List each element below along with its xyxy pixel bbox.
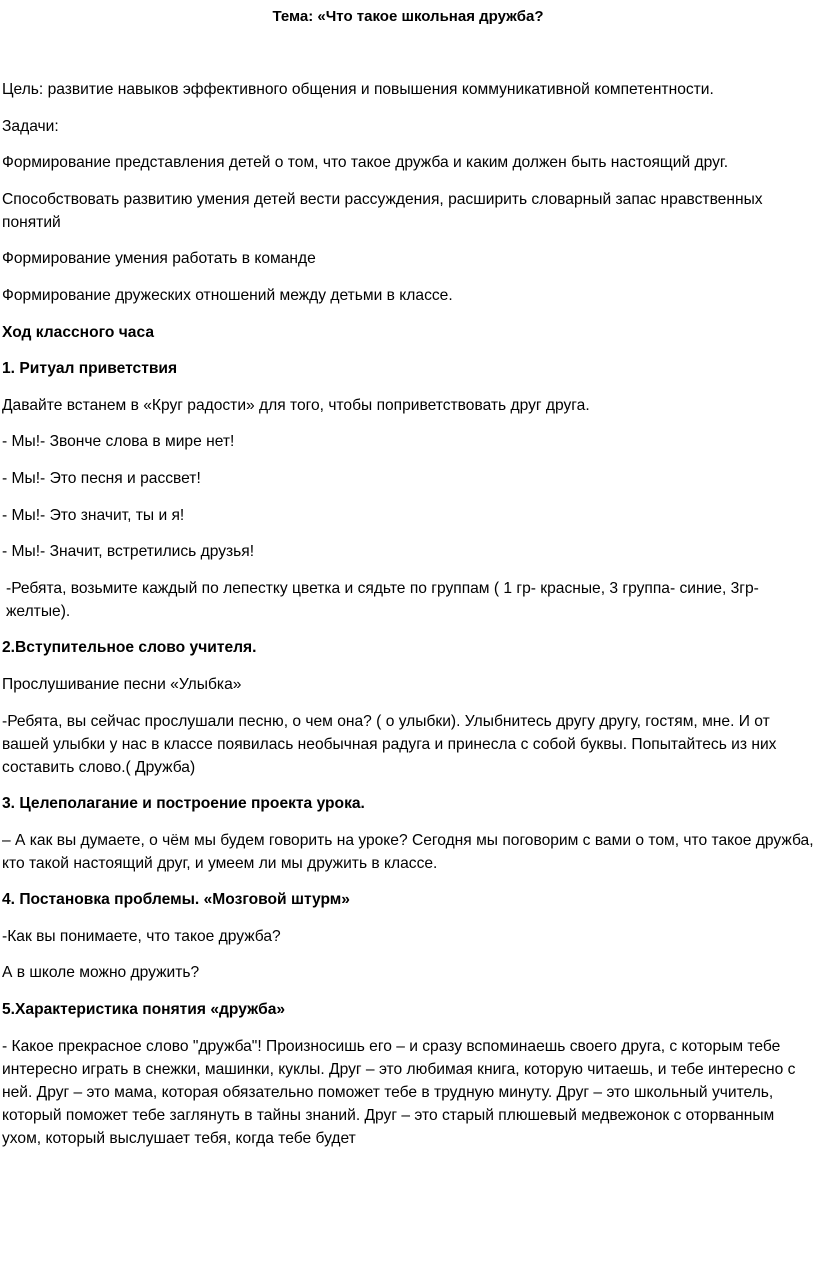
paragraph: -Как вы понимаете, что такое дружба? bbox=[2, 927, 281, 945]
document-body bbox=[2, 78, 814, 1163]
paragraph: - Мы!- Это песня и рассвет! bbox=[2, 469, 201, 487]
paragraph: Прослушивание песни «Улыбка» bbox=[2, 675, 242, 693]
section-heading: 3. Целеполагание и построение проекта урока. bbox=[2, 795, 365, 813]
paragraph: Способствовать развитию умения детей вести рассуждения, расширить словарный запас нравственных понятий bbox=[2, 190, 763, 231]
paragraph: - Мы!- Значит, встретились друзья! bbox=[2, 543, 255, 561]
paragraph: - Мы!- Звонче слова в мире нет! bbox=[2, 433, 235, 451]
paragraph: Давайте встанем в «Круг радости» для того, чтобы поприветствовать друг друга. bbox=[2, 396, 590, 414]
paragraph: -Ребята, вы сейчас прослушали песню, о чем она? ( о улыбки). Улыбнитесь другу другу, гостям, мне. И от вашей улыбки у нас в классе появилась необычная радуга и принесла с собой буквы. Попытайтесь из них составить слово.( Дружба) bbox=[2, 712, 777, 776]
document-title: Тема: «Что такое школьная дружба? bbox=[272, 8, 544, 25]
paragraph: Формирование представления детей о том, что такое дружба и каким должен быть настоящий друг. bbox=[2, 154, 729, 172]
section-heading: Ход классного часа bbox=[2, 323, 155, 341]
paragraph: Формирование дружеских отношений между детьми в классе. bbox=[2, 286, 453, 304]
section-heading: 2.Вступительное слово учителя. bbox=[2, 639, 257, 657]
section-heading: 5.Характеристика понятия «дружба» bbox=[2, 1001, 286, 1019]
paragraph: Задачи: bbox=[2, 117, 59, 135]
section-heading: 1. Ритуал приветствия bbox=[2, 360, 178, 378]
paragraph: Формирование умения работать в команде bbox=[2, 250, 316, 268]
paragraph: Цель: развитие навыков эффективного общения и повышения коммуникативной компетентности. bbox=[2, 81, 714, 98]
paragraph: -Ребята, возьмите каждый по лепестку цветка и сядьте по группам ( 1 гр- красные, 3 группа- синие, 3гр- желтые). bbox=[6, 579, 759, 620]
paragraph: – А как вы думаете, о чём мы будем говорить на уроке? Сегодня мы поговорим с вами о том, что такое дружба, кто такой настоящий друг, и умеем ли мы дружить в классе. bbox=[2, 831, 814, 872]
paragraph: - Мы!- Это значит, ты и я! bbox=[2, 506, 185, 524]
section-heading: 4. Постановка проблемы. «Мозговой штурм» bbox=[2, 891, 350, 909]
paragraph: - Какое прекрасное слово "дружба"! Произносишь его – и сразу вспоминаешь своего друга, с которым тебе интересно играть в снежки, машинки, куклы. Друг – это любимая книга, которую читаешь, и тебе интересно с ней. Друг – это мама, которая обязательно поможет тебе в трудную минуту. Друг – это школьный учитель, который поможет тебе заглянуть в тайны знаний. Друг – это старый плюшевый медвежонок с оторванным ухом, который выслушает тебя, когда тебе будет bbox=[2, 1037, 796, 1147]
paragraph: А в школе можно дружить? bbox=[2, 964, 200, 982]
